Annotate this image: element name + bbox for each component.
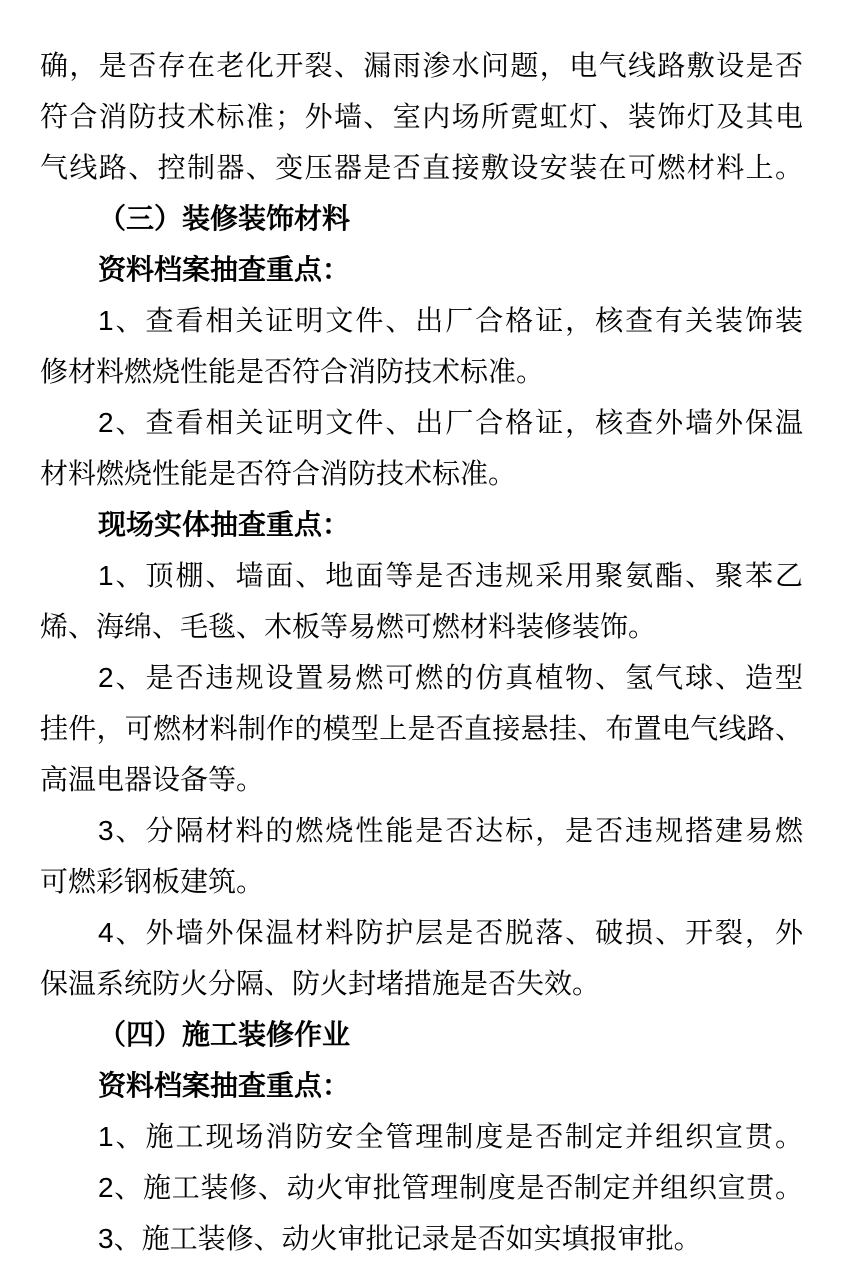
text-line: 材料燃烧性能是否符合消防技术标准。 [40,458,517,489]
heading-line: 现场实体抽查重点： [98,509,351,540]
text-line: 3、分隔材料的燃烧性能是否达标，是否违规搭建易燃 [98,815,803,846]
text-line: 气线路、控制器、变压器是否直接敷设安装在可燃材料上。 [40,152,803,183]
text-line: 1、施工现场消防安全管理制度是否制定并组织宣贯。 [98,1121,803,1152]
text-line: 4、外墙外保温材料防护层是否脱落、破损、开裂，外 [98,917,803,948]
document-text-block [40,40,803,1264]
text-line: 可燃彩钢板建筑。 [40,866,265,897]
text-line: 保温系统防火分隔、防火封堵措施是否失效。 [40,968,601,999]
text-line: 挂件，可燃材料制作的模型上是否直接悬挂、布置电气线路、 [40,713,803,744]
text-line: 烯、海绵、毛毯、木板等易燃可燃材料装修装饰。 [40,611,657,642]
text-line: 符合消防技术标准；外墙、室内场所霓虹灯、装饰灯及其电 [40,101,803,132]
text-line: 1、顶棚、墙面、地面等是否违规采用聚氨酯、聚苯乙 [98,560,803,591]
text-line: 2、是否违规设置易燃可燃的仿真植物、氢气球、造型 [98,662,803,693]
text-line: 1、查看相关证明文件、出厂合格证，核查有关装饰装 [98,305,803,336]
heading-line: （四）施工装修作业 [98,1019,351,1050]
text-line: 确，是否存在老化开裂、漏雨渗水问题，电气线路敷设是否 [40,50,803,81]
text-line: 2、施工装修、动火审批管理制度是否制定并组织宣贯。 [98,1172,803,1203]
heading-line: 资料档案抽查重点： [98,1070,351,1101]
text-line: 修材料燃烧性能是否符合消防技术标准。 [40,356,545,387]
heading-line: （三）装修装饰材料 [98,203,351,234]
heading-line: 资料档案抽查重点： [98,254,351,285]
text-line: 3、施工装修、动火审批记录是否如实填报审批。 [98,1223,702,1254]
text-line: 2、查看相关证明文件、出厂合格证，核查外墙外保温 [98,407,803,438]
text-line: 高温电器设备等。 [40,764,265,795]
